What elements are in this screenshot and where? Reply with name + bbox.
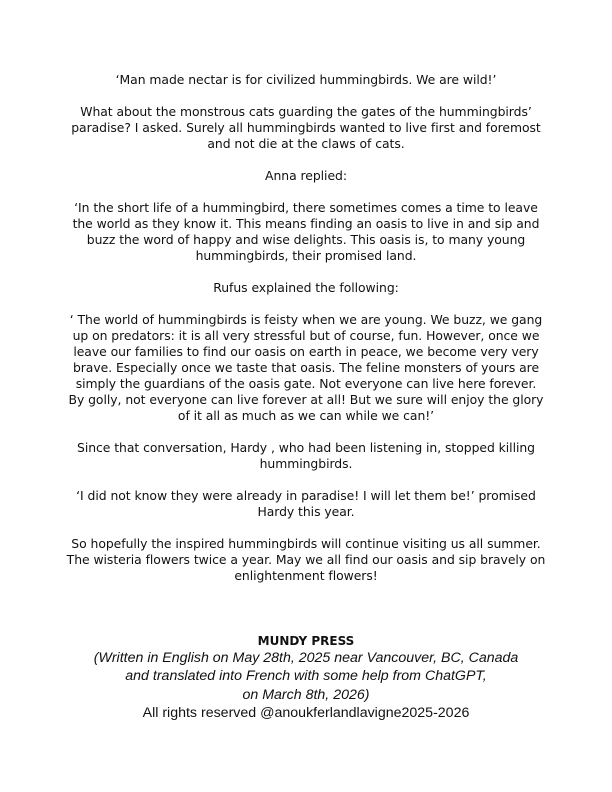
translation-note-line-3: on March 8th, 2026): [242, 686, 370, 703]
copyright-notice: All rights reserved @anoukferlandlavigne2025-2026: [142, 704, 470, 721]
paragraph-rufus-quote: ‘ The world of hummingbirds is feisty when we are young. We buzz, we gang up on predators: it is all very stressful but of course, fun. However, once we leave our families to find our oasis on earth in peace, we become very very brave. Especially once we taste that oasis. The feline monsters of yours are simply the guardians of the oasis gate. Not everyone can live here forever. By golly, not everyone can live forever at all! But we sure will enjoy the glory of it all as much as we can while we can!’: [68, 312, 544, 423]
translation-note-line-1: (Written in English on May 28th, 2025 near Vancouver, BC, Canada: [93, 650, 519, 666]
paragraph-hardy-promise: ‘I did not know they were already in paradise! I will let them be!’ promised Hardy this year.: [76, 488, 536, 519]
translation-note-line-2: and translated into French with some help from ChatGPT,: [125, 668, 487, 685]
colophon: [46, 633, 566, 722]
paragraph-wild-quote: ‘Man made nectar is for civilized hummingbirds. We are wild!’: [115, 72, 497, 87]
publisher-name: MUNDY PRESS: [257, 634, 355, 648]
paragraph-hardy-stopped: Since that conversation, Hardy , who had been listening in, stopped killing hummingbirds.: [77, 440, 535, 471]
paragraph-monstrous-cats: What about the monstrous cats guarding the gates of the hummingbirds’ paradise? I asked. Surely all hummingbirds wanted to live first and foremost and not die at the claws of cats.: [71, 104, 541, 151]
paragraph-anna-quote: ‘In the short life of a hummingbird, there sometimes comes a time to leave the world as they know it. This means finding an oasis to live in and sip and buzz the word of happy and wise delights. This oasis is, to many young hummingbirds, their promised land.: [72, 200, 540, 263]
paragraph-closing: So hopefully the inspired hummingbirds will continue visiting us all summer. The wisteria flowers twice a year. May we all find our oasis and sip bravely on enlightenment flowers!: [66, 536, 546, 583]
story-body: [66, 72, 546, 584]
paragraph-anna-replied: Anna replied:: [265, 168, 347, 183]
paragraph-rufus-explained: Rufus explained the following:: [213, 280, 399, 295]
